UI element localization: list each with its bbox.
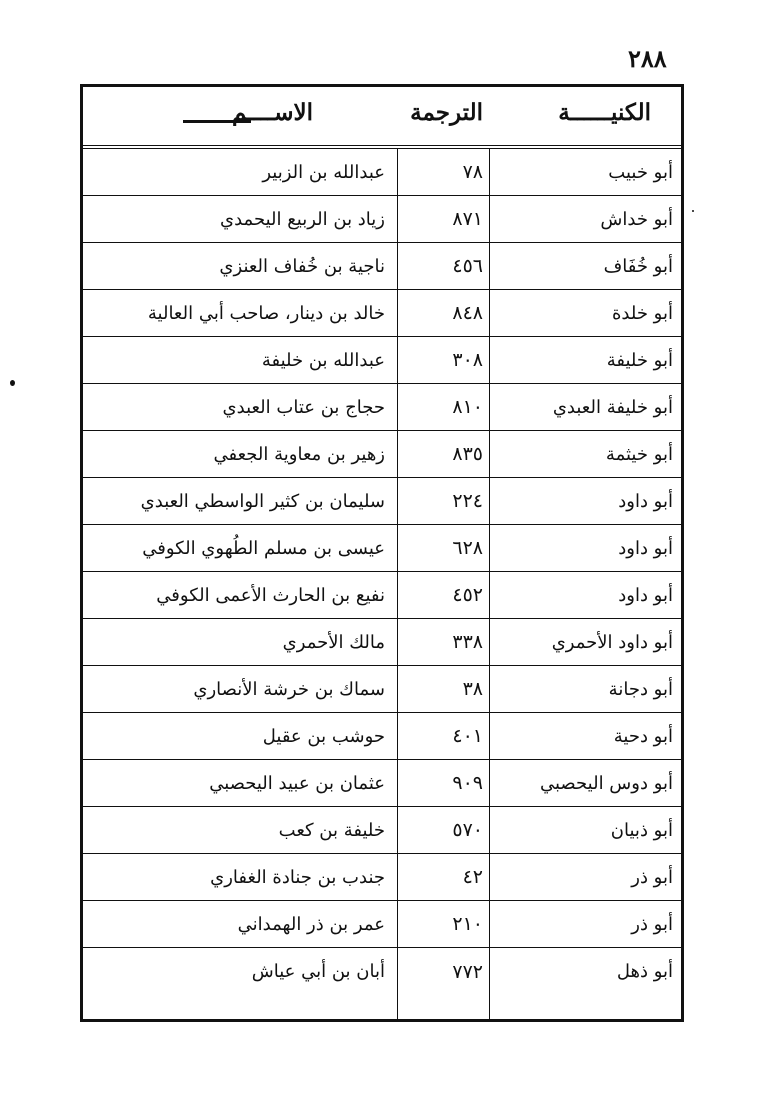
table-row: [83, 948, 681, 995]
tarjama-number-cell: ٧٧٢: [452, 960, 483, 983]
page-number: ٢٨٨: [628, 44, 667, 73]
table-row: [83, 901, 681, 948]
table-row: [83, 384, 681, 431]
table-row: [83, 760, 681, 807]
name-cell: زهير بن معاوية الجعفي: [213, 443, 385, 465]
table-row: [83, 619, 681, 666]
kunya-cell: أبو خُفَاف: [603, 255, 673, 277]
scan-speck: [10, 380, 15, 386]
table-row: [83, 290, 681, 337]
header-kunya: الكنيــــــة: [558, 99, 651, 126]
table-row: [83, 431, 681, 478]
tarjama-number-cell: ٨٤٨: [452, 302, 483, 324]
kunya-cell: أبو ذر: [631, 866, 673, 888]
table-row: [83, 572, 681, 619]
kunya-cell: أبو خداش: [600, 208, 673, 230]
tarjama-number-cell: ٢١٠: [452, 913, 483, 935]
name-cell: حوشب بن عقيل: [262, 725, 385, 747]
header-tarjama: الترجمة: [410, 99, 483, 126]
kunya-cell: أبو داود: [618, 537, 673, 559]
name-cell: جندب بن جنادة الغفاري: [210, 866, 385, 888]
tarjama-number-cell: ٣٨: [462, 678, 483, 700]
kunya-cell: أبو خيثمة: [605, 443, 673, 465]
name-cell: حجاج بن عتاب العبدي: [222, 396, 385, 418]
scan-speck: [692, 210, 694, 212]
name-cell: أبان بن أبي عياش: [251, 961, 385, 982]
index-table: [80, 84, 684, 1022]
table-row: [83, 713, 681, 760]
kunya-cell: أبو دحية: [613, 725, 673, 747]
kunya-cell: أبو داود: [618, 490, 673, 512]
name-cell: عثمان بن عبيد اليحصبي: [209, 772, 385, 794]
tarjama-number-cell: ٨١٠: [452, 396, 483, 418]
kunya-cell: أبو ذهل: [616, 961, 673, 982]
tarjama-number-cell: ٤٥٢: [452, 584, 483, 606]
kunya-cell: أبو خبيب: [608, 161, 673, 183]
kunya-cell: أبو داود: [618, 584, 673, 606]
table-row: [83, 337, 681, 384]
kunya-cell: أبو دوس اليحصبي: [539, 772, 673, 794]
table-row: [83, 666, 681, 713]
name-cell: نفيع بن الحارث الأعمى الكوفي: [156, 584, 385, 606]
kunya-cell: أبو دجانة: [608, 678, 673, 700]
tarjama-number-cell: ٣٣٨: [452, 631, 483, 653]
tarjama-number-cell: ٤٢: [462, 866, 483, 888]
table-row: [83, 854, 681, 901]
tarjama-number-cell: ٩٠٩: [452, 772, 483, 794]
kunya-cell: أبو خلدة: [612, 302, 673, 324]
name-cell: سماك بن خرشة الأنصاري: [193, 678, 385, 700]
name-cell: عمر بن ذر الهمداني: [237, 913, 385, 935]
tarjama-number-cell: ٧٨: [462, 161, 483, 183]
tarjama-number-cell: ٤٥٦: [452, 255, 483, 277]
name-cell: مالك الأحمري: [282, 631, 385, 653]
table-body: [83, 149, 681, 995]
table-row: [83, 478, 681, 525]
name-cell: عيسى بن مسلم الطُهوي الكوفي: [142, 537, 385, 559]
table-row: [83, 243, 681, 290]
tarjama-number-cell: ٨٣٥: [452, 443, 483, 465]
name-cell: ناجية بن خُفاف العنزي: [219, 255, 385, 277]
name-cell: خليفة بن كعب: [278, 819, 385, 841]
tarjama-number-cell: ٤٠١: [452, 725, 483, 747]
tarjama-number-cell: ٢٢٤: [452, 490, 483, 512]
name-cell: زياد بن الربيع اليحمدي: [220, 208, 385, 230]
tarjama-number-cell: ٣٠٨: [452, 349, 483, 371]
header-ism: الاســــم: [231, 99, 313, 126]
kunya-cell: أبو خليفة: [606, 349, 673, 371]
tarjama-number-cell: ٨٧١: [452, 208, 483, 230]
kunya-cell: أبو داود الأحمري: [551, 631, 673, 653]
name-cell: سليمان بن كثير الواسطي العبدي: [140, 490, 385, 512]
table-row: [83, 525, 681, 572]
table-header: [83, 87, 681, 149]
kunya-cell: أبو ذبيان: [610, 819, 673, 841]
tarjama-number-cell: ٦٢٨: [452, 537, 483, 559]
name-cell: عبدالله بن خليفة: [261, 349, 385, 371]
tarjama-number-cell: ٥٧٠: [452, 819, 483, 841]
name-cell: عبدالله بن الزبير: [262, 161, 385, 183]
table-row: [83, 196, 681, 243]
kunya-cell: أبو خليفة العبدي: [552, 396, 673, 418]
table-row: [83, 807, 681, 854]
table-row: [83, 149, 681, 196]
kunya-cell: أبو ذر: [631, 913, 673, 935]
name-cell: خالد بن دينار، صاحب أبي العالية: [147, 302, 385, 324]
